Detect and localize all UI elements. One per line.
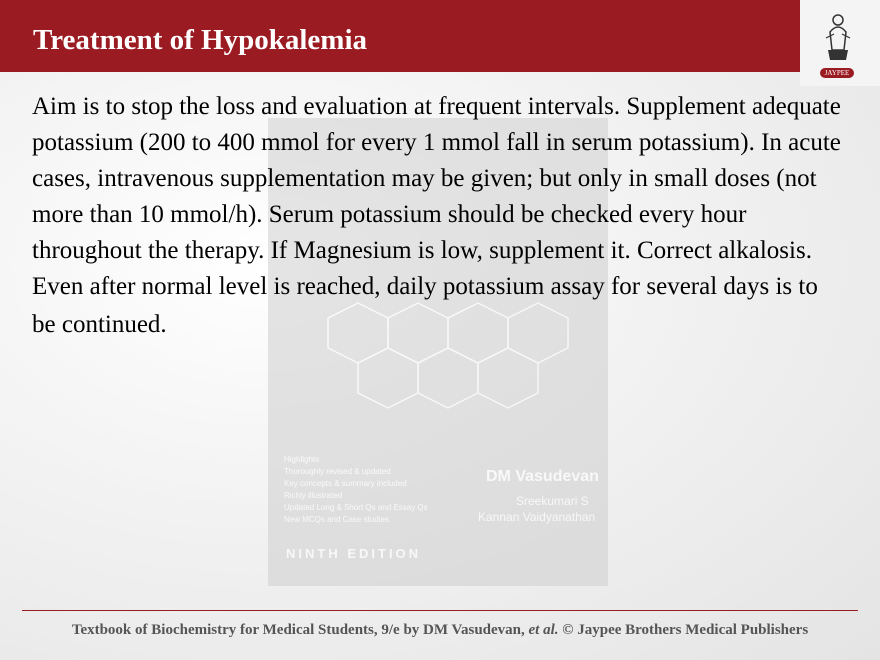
cover-highlight-item: Updated Long & Short Qs and Essay Qs xyxy=(284,503,428,512)
slide-body xyxy=(32,89,842,343)
slide-title: Treatment of Hypokalemia xyxy=(33,24,367,56)
cover-highlight-item: Richly illustrated xyxy=(284,491,343,500)
footer-citation xyxy=(0,622,880,639)
footer-text-publisher: © Jaypee Brothers Medical Publishers xyxy=(558,622,809,638)
cover-author-main: DM Vasudevan xyxy=(486,468,599,485)
publisher-emblem-icon xyxy=(814,10,864,68)
cover-author-second: Sreekumari S xyxy=(516,494,589,508)
cover-edition: NINTH EDITION xyxy=(286,546,422,561)
cover-highlight-item: Key concepts & summary included xyxy=(284,479,407,488)
cover-author-third: Kannan Vaidyanathan xyxy=(478,510,596,524)
cover-highlight-item: Highlights xyxy=(284,455,320,464)
title-bar xyxy=(0,0,800,72)
publisher-logo xyxy=(800,0,880,86)
body-paragraph: Aim is to stop the loss and evaluation at frequent intervals. Supplement adequate potassium (200 to 400 mmol for every 1 mmol fall in serum potassium). In acute cases, intravenous supplementation may be given; but only in small doses (not more than 10 mmol/h). Serum potassium should be checked every hour throughout the therapy. If Magnesium is low, supplement it. Correct alkalosis. Even after normal level is reached, daily potassium assay for several days is to xyxy=(32,93,841,300)
cover-highlight-item: New MCQs and Case studies xyxy=(284,515,389,524)
footer-text-main: Textbook of Biochemistry for Medical Students, 9/e by DM Vasudevan, xyxy=(71,622,529,638)
cover-highlights xyxy=(284,454,428,526)
cover-highlight-item: Thoroughly revised & updated xyxy=(284,467,391,476)
footer-text-italic: et al. xyxy=(528,622,559,638)
footer-divider xyxy=(22,610,858,611)
publisher-logo-label: JAYPEE xyxy=(820,68,854,78)
body-paragraph-continued: be continued. xyxy=(32,311,167,338)
